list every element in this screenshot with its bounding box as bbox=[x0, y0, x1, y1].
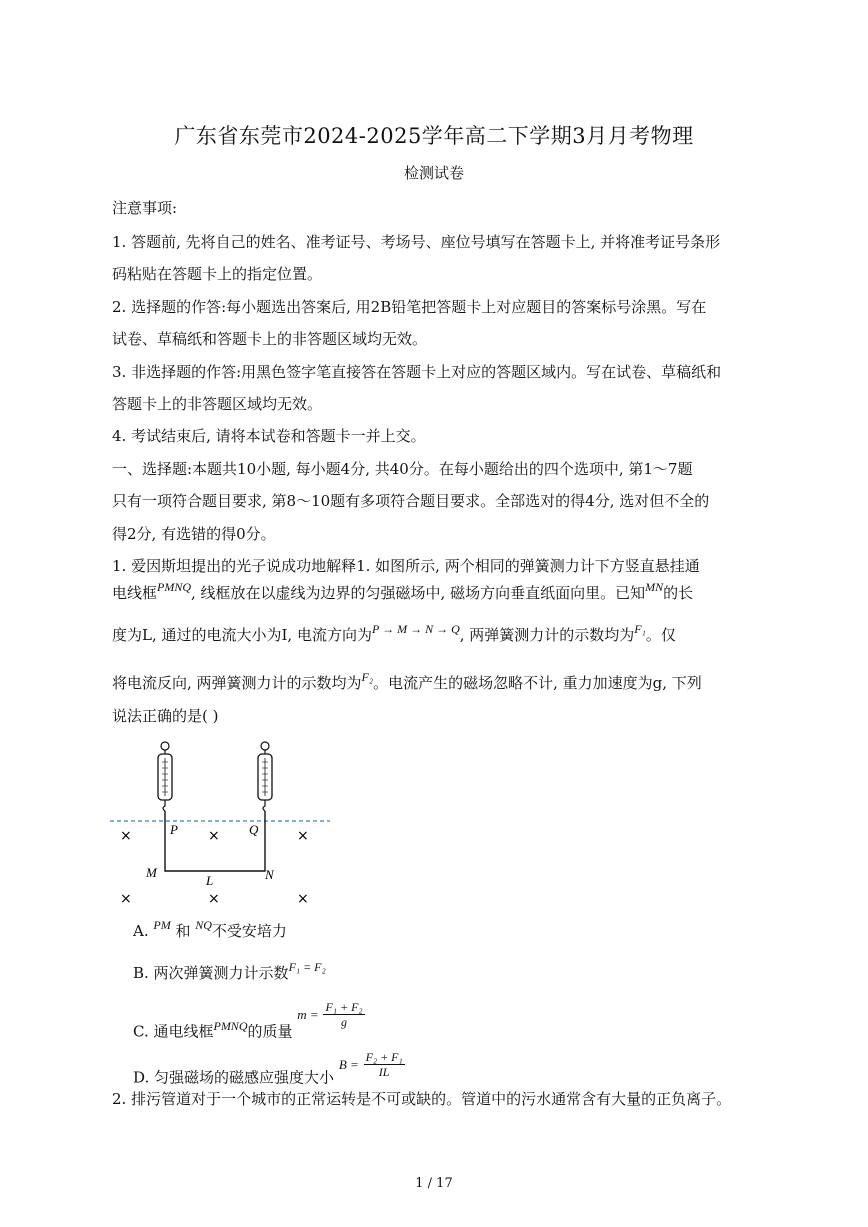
section-line: 只有一项符合题目要求, 第8～10题有多项符合题目要求。全部选对的得4分, 选对但不全的 bbox=[112, 492, 710, 510]
question-2-line: 2. 排污管道对于一个城市的正常运转是不可或缺的。管道中的污水通常含有大量的正负离子。 bbox=[112, 1090, 732, 1108]
fraction-denominator: IL bbox=[378, 1065, 390, 1079]
notice-line: 答题卡上的非答题区域均无效。 bbox=[112, 395, 323, 413]
notice-line: 码粘贴在答题卡上的指定位置。 bbox=[112, 265, 323, 283]
wire-frame-figure bbox=[110, 740, 340, 910]
question-1-line: 说法正确的是( ) bbox=[112, 707, 219, 725]
math-symbol: PMNQ bbox=[157, 580, 192, 594]
formula-field bbox=[338, 1050, 405, 1079]
math-symbol: PM bbox=[153, 918, 171, 932]
text: 。电流产生的磁场忽略不计, 重力加速度为g, 下列 bbox=[373, 674, 702, 692]
page-title: 广东省东莞市2024-2025学年高二下学期3月月考物理 bbox=[174, 124, 694, 148]
question-1-line bbox=[112, 624, 762, 645]
math-symbol: NQ bbox=[195, 918, 212, 932]
fraction-numerator: F₁ + F₂ bbox=[325, 1000, 363, 1014]
notice-line: 3. 非选择题的作答:用黑色签字笔直接答在答题卡上对应的答题区域内。写在试卷、草稿纸和 bbox=[112, 363, 722, 381]
notice-line: 4. 考试结束后, 请将本试卷和答题卡一并上交。 bbox=[112, 427, 426, 445]
field-cross: × bbox=[120, 828, 132, 844]
field-cross: × bbox=[297, 828, 309, 844]
label-P: P bbox=[170, 822, 178, 837]
section-line: 一、选择题:本题共10小题, 每小题4分, 共40分。在每小题给出的四个选项中, 第1～7题 bbox=[112, 460, 693, 478]
question-1-line: 1. 爱因斯坦提出的光子说成功地解释1. 如图所示, 两个相同的弹簧测力计下方竖直悬挂通 bbox=[112, 557, 700, 575]
field-cross: × bbox=[208, 891, 220, 907]
notice-line: 试卷、草稿纸和答题卡上的非答题区域均无效。 bbox=[112, 330, 428, 348]
math-symbol: F₁ = F₂ bbox=[288, 960, 326, 974]
question-1-line bbox=[112, 582, 762, 603]
field-cross: × bbox=[297, 891, 309, 907]
text: B. 两次弹簧测力计示数 bbox=[133, 964, 289, 982]
section-line: 得2分, 有选错的得0分。 bbox=[112, 525, 276, 543]
text: 将电流反向, 两弹簧测力计的示数均为 bbox=[112, 674, 362, 692]
formula-lhs: B = bbox=[338, 1056, 359, 1072]
notice-line: 1. 答题前, 先将自己的姓名、准考证号、考场号、座位号填写在答题卡上, 并将准考证号条形 bbox=[112, 233, 721, 251]
formula-mass bbox=[297, 1000, 364, 1029]
text: 度为L, 通过的电流大小为I, 电流方向为 bbox=[112, 626, 372, 644]
math-symbol: F₂ bbox=[361, 670, 374, 684]
fraction bbox=[364, 1050, 405, 1079]
label-M: M bbox=[146, 865, 157, 880]
label-L: L bbox=[206, 873, 214, 888]
label-Q: Q bbox=[249, 822, 259, 837]
label-N: N bbox=[265, 867, 274, 882]
spring-scale-left bbox=[158, 742, 172, 811]
field-cross: × bbox=[120, 891, 132, 907]
text: D. 匀强磁场的磁感应强度大小 bbox=[133, 1068, 335, 1087]
text: 。仅 bbox=[645, 626, 676, 644]
text: C. 通电线框 bbox=[133, 1022, 214, 1041]
fraction-denominator: g bbox=[341, 1015, 348, 1029]
page-subtitle: 检测试卷 bbox=[403, 164, 464, 182]
text: , 线框放在以虚线为边界的匀强磁场中, 磁场方向垂直纸面向里。已知 bbox=[191, 584, 646, 602]
option-a[interactable] bbox=[133, 920, 287, 941]
notice-line: 2. 选择题的作答:每小题选出答案后, 用2B铅笔把答题卡上对应题目的答案标号涂黑。写在 bbox=[112, 298, 707, 316]
math-symbol: PMNQ bbox=[213, 1018, 248, 1033]
text: 电线框 bbox=[112, 584, 158, 602]
text: 的长 bbox=[663, 584, 694, 602]
fraction bbox=[323, 1000, 364, 1029]
math-symbol: MN bbox=[645, 580, 664, 594]
text: 不受安培力 bbox=[211, 922, 287, 940]
page-number: 1 / 17 bbox=[415, 1176, 453, 1191]
fraction-numerator: F₂ + F₁ bbox=[365, 1050, 403, 1064]
field-cross: × bbox=[208, 828, 220, 844]
text: , 两弹簧测力计的示数均为 bbox=[459, 626, 635, 644]
text: 和 bbox=[170, 922, 196, 940]
spring-scale-right bbox=[258, 742, 272, 811]
math-symbol: P → M → N → Q bbox=[371, 622, 460, 636]
question-1-line bbox=[112, 672, 762, 693]
option-a-letter: A. bbox=[133, 922, 154, 940]
formula-lhs: m = bbox=[297, 1006, 319, 1022]
text: 的质量 bbox=[247, 1022, 293, 1041]
option-b[interactable] bbox=[133, 962, 326, 983]
notice-heading: 注意事项: bbox=[112, 199, 178, 217]
math-symbol: F₁ bbox=[634, 622, 646, 636]
option-c[interactable] bbox=[133, 1000, 365, 1047]
